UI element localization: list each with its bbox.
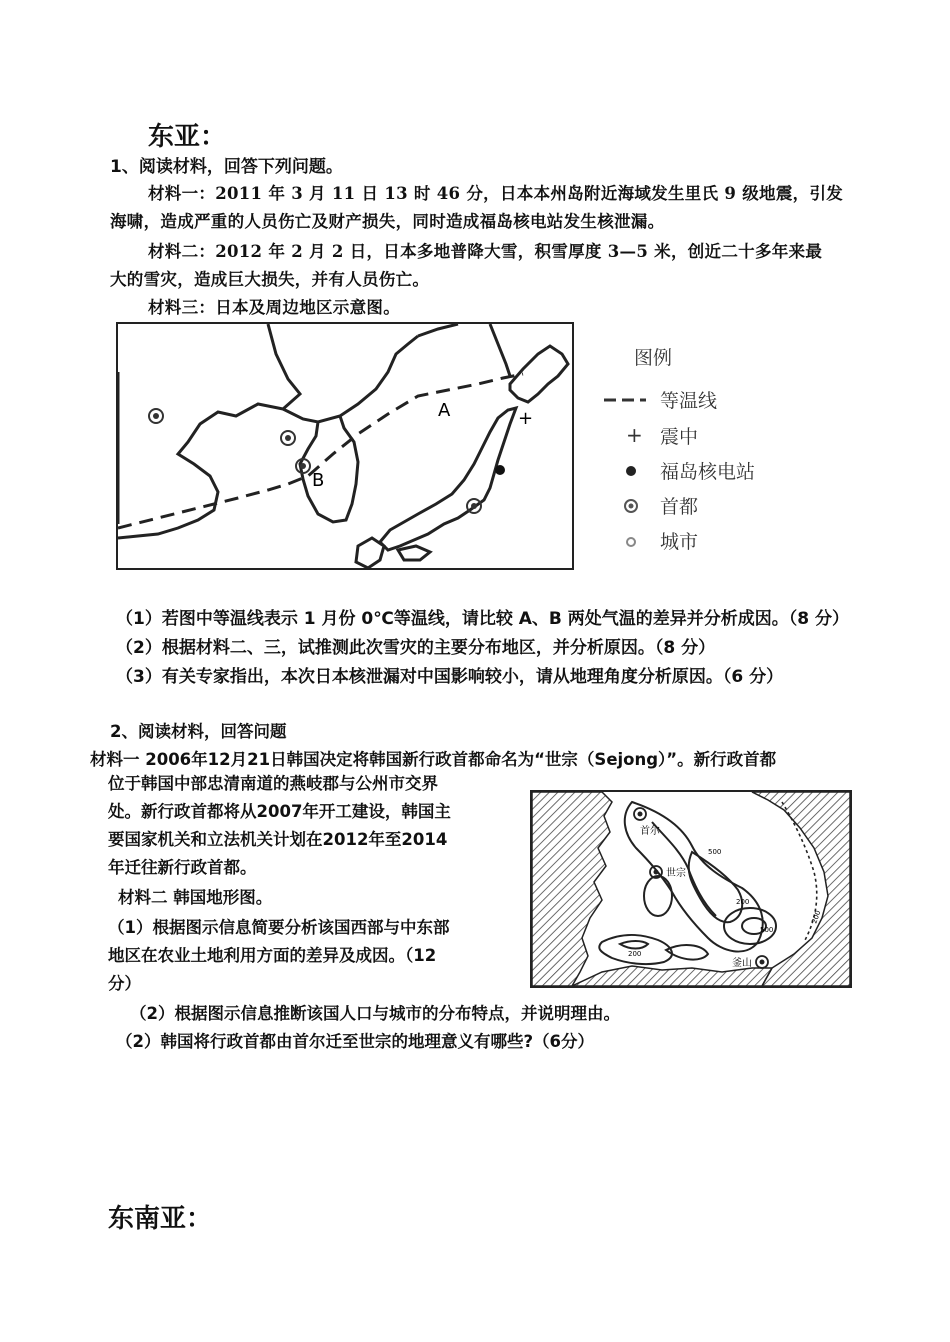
question-2-heading: 2、阅读材料，回答问题 — [110, 722, 287, 741]
hokkaido-coast — [510, 346, 568, 402]
capital-tokyo — [467, 499, 481, 513]
q2-material-1-line-5: 年迁往新行政首都。 — [108, 858, 257, 877]
legend-plant-label: 福岛核电站 — [660, 461, 756, 483]
q1-material-3: 材料三：日本及周边地区示意图。 — [148, 298, 400, 317]
q2-material-1-line-1: 材料一 2006年12月21日韩国决定将韩国新行政首都命名为“世宗（Sejong）”。新行政首都 — [90, 750, 777, 769]
korea-topo-map — [530, 790, 852, 988]
q1-sub-question-1: （1）若图中等温线表示 1 月份 0℃等温线，请比较 A、B 两处气温的差异并分析成因。（8 分） — [116, 609, 850, 629]
q1-material-1-line-1: 材料一：2011 年 3 月 11 日 13 时 46 分，日本本州岛附近海域发生里氏 9 级地震，引发 — [148, 184, 844, 203]
contour-label-200-b: 200 — [628, 950, 642, 958]
sakhalin-coast — [418, 324, 510, 376]
q1-material-1-line-2: 海啸，造成严重的人员伤亡及财产损失，同时造成福岛核电站发生核泄漏。 — [110, 212, 665, 231]
legend-capital-symbol — [625, 500, 637, 512]
kyushu-coast — [356, 538, 384, 568]
q2-sub-question-1-line-1: （1）根据图示信息简要分析该国西部与中东部 — [108, 918, 450, 937]
q1-sub-question-3: （3）有关专家指出，本次日本核泄漏对中国影响较小，请从地理角度分析原因。（6 分） — [116, 667, 784, 687]
legend-epicenter-label: 震中 — [660, 426, 699, 448]
map-label-b: B — [312, 470, 325, 491]
city-label-seoul: 首尔 — [640, 826, 660, 837]
contour-label-500-b: 500 — [760, 926, 774, 934]
japan-region-map — [116, 322, 574, 570]
q2-sub-question-1-line-3: 分） — [108, 974, 141, 993]
legend-title: 图例 — [634, 347, 673, 369]
contour-label-200-c: 200 — [810, 909, 823, 925]
legend-capital-label: 首都 — [660, 496, 699, 518]
q2-sub-question-1-line-2: 地区在农业土地利用方面的差异及成因。（12 — [108, 946, 437, 965]
legend-plant-symbol — [626, 466, 636, 476]
epicenter-marker: + — [518, 408, 534, 429]
sea-area-west — [532, 792, 612, 986]
sea-area-east — [752, 792, 850, 986]
q2-sub-question-3: （2）韩国将行政首都由首尔迁至世宗的地理意义有哪些?（6分） — [116, 1032, 595, 1051]
q1-sub-question-2: （2）根据材料二、三，试推测此次雪灾的主要分布地区，并分析原因。（8 分） — [116, 638, 716, 658]
capital-beijing — [149, 409, 163, 423]
city-marker-seoul — [634, 808, 646, 820]
korean-peninsula-coast — [283, 336, 418, 522]
honshu-coast — [380, 408, 516, 550]
q1-material-2-line-1: 材料二：2012 年 2 月 2 日，日本多地普降大雪，积雪厚度 3—5 米，创近二十多年来最 — [148, 242, 823, 261]
q2-sub-question-2: （2）根据图示信息推断该国人口与城市的分布特点，并说明理由。 — [130, 1004, 620, 1023]
q2-material-2: 材料二 韩国地形图。 — [118, 888, 273, 907]
legend-isotherm-label: 等温线 — [660, 390, 718, 412]
section-title-southeast-asia: 东南亚： — [108, 1204, 213, 1234]
q2-material-1-line-3: 处。新行政首都将从2007年开工建设，韩国主 — [108, 802, 451, 821]
city-marker-busan — [756, 956, 768, 968]
legend-city-symbol — [627, 538, 635, 546]
contour-southwest-inner — [620, 941, 648, 949]
japan-map-drawing — [118, 324, 572, 568]
contour-label-500-a: 500 — [708, 848, 722, 856]
q2-material-1-line-4: 要国家机关和立法机关计划在2012年至2014 — [108, 830, 448, 849]
q2-material-1-line-2: 位于韩国中部忠清南道的燕岐郡与公州市交界 — [108, 774, 438, 793]
shikoku-coast — [398, 546, 430, 560]
sea-area-south — [572, 966, 772, 986]
map-label-a: A — [438, 400, 451, 421]
q1-material-2-line-2: 大的雪灾，造成巨大损失，并有人员伤亡。 — [110, 270, 430, 289]
city-label-busan: 釜山 — [732, 958, 752, 969]
legend-epicenter-symbol: + — [626, 423, 643, 447]
capital-pyongyang — [281, 431, 295, 445]
legend-city-label: 城市 — [660, 531, 699, 553]
korea-topo-drawing — [532, 792, 850, 986]
map-legend — [596, 340, 796, 560]
fukushima-plant-marker — [495, 465, 505, 475]
question-1-heading: 1、阅读材料，回答下列问题。 — [110, 157, 343, 177]
section-title-east-asia: 东亚： — [148, 122, 227, 152]
contour-label-200-a: 200 — [736, 898, 750, 906]
city-label-sejong: 世宗 — [666, 868, 686, 879]
contour-center-hill — [644, 876, 672, 916]
